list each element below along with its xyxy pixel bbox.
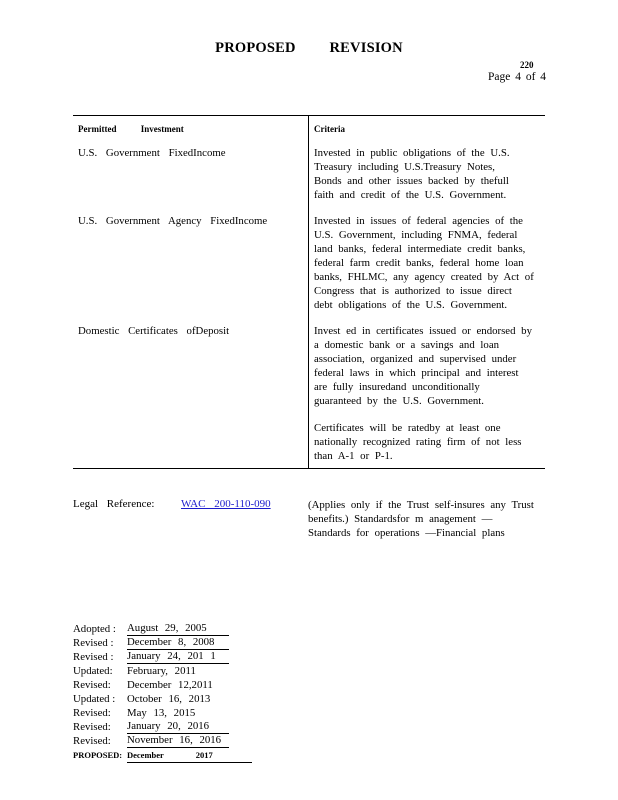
history-label: Updated : xyxy=(73,693,116,705)
history-label: Revised: xyxy=(73,735,111,747)
legal-text-line: benefits.) Standardsfor m anagement — xyxy=(308,513,493,525)
policy-number: 220 xyxy=(520,60,534,70)
column-header-criteria: Criteria xyxy=(314,124,345,134)
criteria-line: debt obligations of the U.S. Government. xyxy=(314,299,508,311)
table-column-divider xyxy=(308,115,309,468)
table-top-rule xyxy=(73,115,545,116)
history-date: October 16, 2013 xyxy=(127,693,211,705)
criteria-line: banks, FHLMC, any agency created by Act of xyxy=(314,271,534,283)
page-title: PROPOSED REVISION xyxy=(215,40,403,56)
table-row-criteria xyxy=(314,146,534,202)
history-label: PROPOSED: xyxy=(73,750,123,760)
column-header-investment: Permitted Investment xyxy=(78,124,184,134)
criteria-line: a domestic bank or a savings and loan xyxy=(314,339,500,351)
history-date: December 8, 2008 xyxy=(127,636,229,650)
table-row-investment: U.S. Government Agency FixedIncome xyxy=(78,215,268,227)
criteria-line: U.S. Government, including FNMA, federal xyxy=(314,229,518,241)
table-row-criteria xyxy=(314,324,534,408)
history-label: Revised: xyxy=(73,679,111,691)
history-date: February, 2011 xyxy=(127,665,196,677)
history-date: May 13, 2015 xyxy=(127,707,196,719)
table-row-criteria-note xyxy=(314,421,534,463)
wac-reference-link[interactable]: WAC 200-110-090 xyxy=(181,498,271,510)
history-date: December 12,2011 xyxy=(127,679,213,691)
criteria-line: Invested in public obligations of the U.S. xyxy=(314,147,510,159)
table-row-investment: Domestic Certificates ofDeposit xyxy=(78,325,230,337)
legal-text-line: (Applies only if the Trust self-insures any Trust xyxy=(308,499,534,511)
table-row-investment: U.S. Government FixedIncome xyxy=(78,147,226,159)
criteria-line: federal laws in which principal and interest xyxy=(314,367,519,379)
history-label: Updated: xyxy=(73,665,113,677)
criteria-line: Treasury including U.S.Treasury Notes, xyxy=(314,161,495,173)
table-bottom-rule xyxy=(73,468,545,469)
criteria-line: Invested in issues of federal agencies of the xyxy=(314,215,523,227)
history-label: Revised : xyxy=(73,637,114,649)
criteria-line: nationally recognized rating firm of not less xyxy=(314,436,522,448)
legal-reference-text xyxy=(308,498,536,540)
history-label: Revised : xyxy=(73,651,114,663)
criteria-line: than A-1 or P-1. xyxy=(314,450,393,462)
criteria-line: Invest ed in certificates issued or endorsed by xyxy=(314,325,532,337)
criteria-line: guaranteed by the U.S. Government. xyxy=(314,395,485,407)
history-label: Revised: xyxy=(73,721,111,733)
criteria-line: federal farm credit banks, federal home loan xyxy=(314,257,524,269)
criteria-line: association, organized and supervised under xyxy=(314,353,517,365)
history-date: January 20, 2016 xyxy=(127,720,229,734)
legal-reference-label: Legal Reference: xyxy=(73,498,155,510)
criteria-line: land banks, federal intermediate credit banks, xyxy=(314,243,526,255)
criteria-line: faith and credit of the U.S. Government. xyxy=(314,189,507,201)
history-date: August 29, 2005 xyxy=(127,622,229,636)
criteria-line: Bonds and other issues backed by thefull xyxy=(314,175,509,187)
table-row-criteria xyxy=(314,214,534,312)
page-indicator: Page 4 of 4 xyxy=(488,71,547,83)
history-label: Adopted : xyxy=(73,623,116,635)
legal-text-line: Standards for operations —Financial plans xyxy=(308,527,505,539)
criteria-line: are fully insuredand unconditionally xyxy=(314,381,480,393)
criteria-line: Congress that is authorized to issue direct xyxy=(314,285,512,297)
criteria-line: Certificates will be ratedby at least one xyxy=(314,422,501,434)
history-date: January 24, 201 1 xyxy=(127,650,229,664)
history-label: Revised: xyxy=(73,707,111,719)
history-date: December 2017 xyxy=(127,748,252,763)
history-date: November 16, 2016 xyxy=(127,734,229,748)
